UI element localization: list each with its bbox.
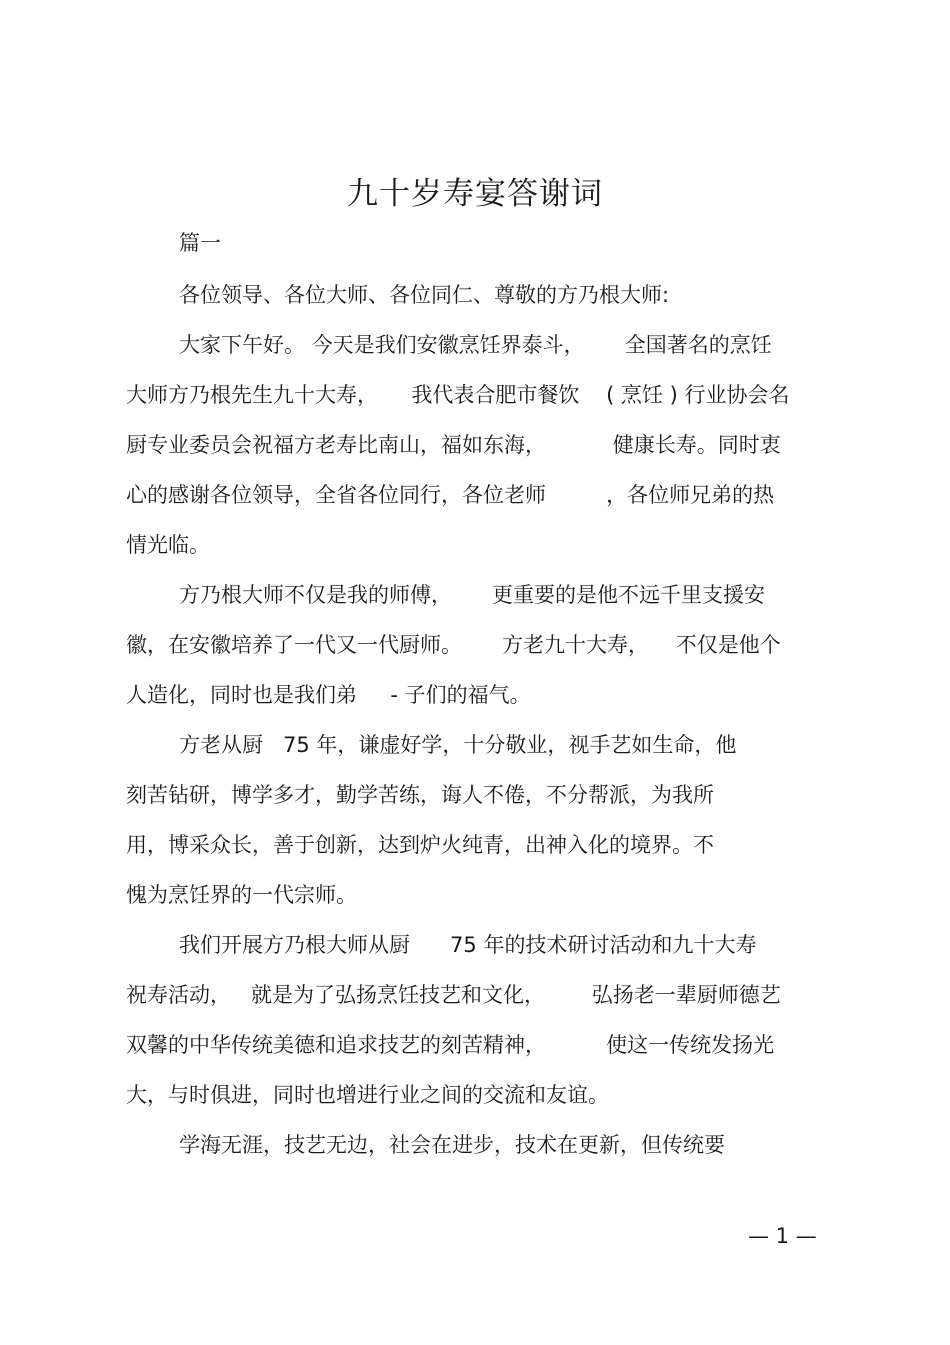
paragraph-line: 心的感谢各位领导，全省各位同行，各位老师 ，各位师兄弟的热 [126,483,775,507]
paragraph-line: 徽，在安徽培养了一代又一代厨师。 方老九十大寿， 不仅是他个 [126,633,781,657]
section-label: 篇一 [179,231,221,255]
document-title: 九十岁寿宴答谢词 [347,176,603,212]
paragraph-line: 祝寿活动， 就是为了弘扬烹饪技艺和文化， 弘扬老一辈厨师德艺 [126,983,781,1007]
page-number: — 1 — [748,1224,817,1248]
paragraph-line: 我们开展方乃根大师从厨 75 年的技术研讨活动和九十大寿 [179,933,757,957]
paragraph-line: 用，博采众长，善于创新，达到炉火纯青，出神入化的境界。不 [126,833,714,857]
paragraph-line: 刻苦钻研，博学多才，勤学苦练，诲人不倦，不分帮派，为我所 [126,783,714,807]
paragraph-line: 大家下午好。 今天是我们安徽烹饪界泰斗， 全国著名的烹饪 [179,333,772,357]
paragraph-line: 大，与时俱进，同时也增进行业之间的交流和友谊。 [126,1083,609,1107]
paragraph-line: 方老从厨 75 年，谦虚好学，十分敬业，视手艺如生命，他 [179,733,737,757]
paragraph-line: 大师方乃根先生九十大寿， 我代表合肥市餐饮 ( 烹饪 ) 行业协会名 [126,383,790,407]
paragraph-line: 厨专业委员会祝福方老寿比南山，福如东海， 健康长寿。同时衷 [126,433,781,457]
paragraph-line: 愧为烹饪界的一代宗师。 [126,883,357,907]
paragraph-line: 情光临。 [126,533,210,557]
paragraph-line: 学海无涯，技艺无边，社会在进步，技术在更新，但传统要 [179,1133,725,1157]
paragraph-line: 人造化，同时也是我们弟 - 子们的福气。 [126,683,531,707]
salutation-line: 各位领导、各位大师、各位同仁、尊敬的方乃根大师: [179,283,670,307]
paragraph-line: 双馨的中华传统美德和追求技艺的刻苦精神， 使这一传统发扬光 [126,1033,775,1057]
paragraph-line: 方乃根大师不仅是我的师傅， 更重要的是他不远千里支援安 [179,583,766,607]
